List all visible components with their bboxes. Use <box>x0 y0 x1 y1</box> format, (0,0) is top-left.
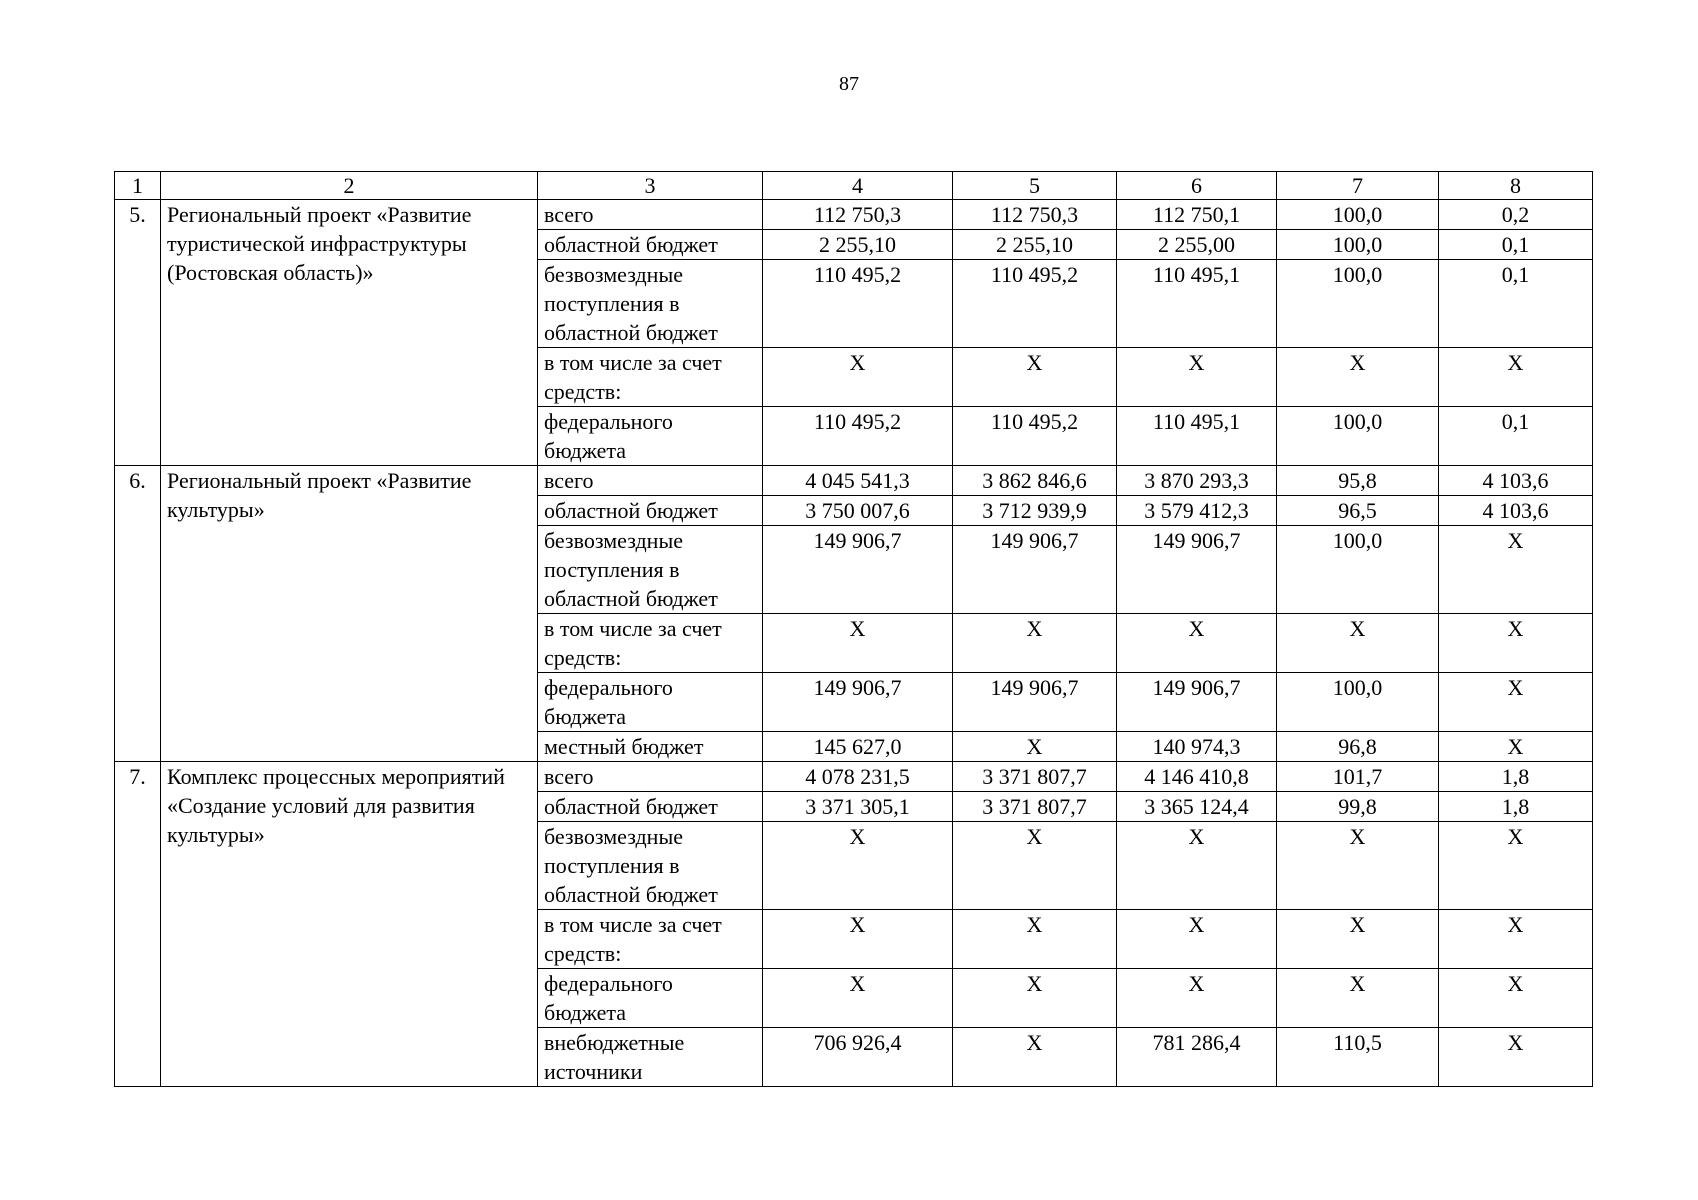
value-cell: 99,8 <box>1277 792 1439 822</box>
value-cell: 110 495,2 <box>953 407 1117 466</box>
funding-source: всего <box>538 200 763 230</box>
value-cell: 100,0 <box>1277 200 1439 230</box>
column-number: 5 <box>953 172 1117 200</box>
value-cell: Х <box>1439 910 1593 969</box>
value-cell: 112 750,1 <box>1117 200 1277 230</box>
value-cell: 149 906,7 <box>763 673 953 732</box>
value-cell: 4 103,6 <box>1439 466 1593 496</box>
value-cell: 145 627,0 <box>763 732 953 762</box>
value-cell: Х <box>763 348 953 407</box>
report-table <box>114 171 1593 1087</box>
value-cell: 112 750,3 <box>953 200 1117 230</box>
column-number: 3 <box>538 172 763 200</box>
table-row <box>115 466 1593 496</box>
value-cell: Х <box>1277 969 1439 1028</box>
value-cell: 3 870 293,3 <box>1117 466 1277 496</box>
value-cell: 110 495,2 <box>763 260 953 348</box>
value-cell: Х <box>1117 910 1277 969</box>
value-cell: 110 495,2 <box>953 260 1117 348</box>
funding-source: областной бюджет <box>538 496 763 526</box>
value-cell: 3 862 846,6 <box>953 466 1117 496</box>
value-cell: 1,8 <box>1439 762 1593 792</box>
funding-source: безвозмездные поступления в областной бюджет <box>538 260 763 348</box>
funding-source: в том числе за счет средств: <box>538 348 763 407</box>
funding-source: областной бюджет <box>538 230 763 260</box>
value-cell: 1,8 <box>1439 792 1593 822</box>
project-name: Региональный проект «Развитие культуры» <box>161 466 538 762</box>
funding-source: всего <box>538 762 763 792</box>
value-cell: Х <box>1439 348 1593 407</box>
value-cell: Х <box>1277 348 1439 407</box>
value-cell: Х <box>1117 822 1277 910</box>
funding-source: федерального бюджета <box>538 673 763 732</box>
value-cell: 3 371 807,7 <box>953 762 1117 792</box>
value-cell: 3 371 305,1 <box>763 792 953 822</box>
value-cell: 149 906,7 <box>1117 526 1277 614</box>
value-cell: 706 926,4 <box>763 1028 953 1087</box>
value-cell: 140 974,3 <box>1117 732 1277 762</box>
page-number: 87 <box>839 73 859 95</box>
value-cell: 3 579 412,3 <box>1117 496 1277 526</box>
value-cell: Х <box>1439 1028 1593 1087</box>
value-cell: 0,1 <box>1439 407 1593 466</box>
value-cell: 2 255,10 <box>953 230 1117 260</box>
funding-source: областной бюджет <box>538 792 763 822</box>
column-number: 4 <box>763 172 953 200</box>
value-cell: Х <box>953 614 1117 673</box>
value-cell: 95,8 <box>1277 466 1439 496</box>
value-cell: 3 365 124,4 <box>1117 792 1277 822</box>
value-cell: 112 750,3 <box>763 200 953 230</box>
funding-source: федерального бюджета <box>538 407 763 466</box>
value-cell: Х <box>1277 614 1439 673</box>
table-row <box>115 762 1593 792</box>
funding-source: внебюджетные источники <box>538 1028 763 1087</box>
value-cell: Х <box>763 969 953 1028</box>
funding-source: федерального бюджета <box>538 969 763 1028</box>
value-cell: 4 078 231,5 <box>763 762 953 792</box>
value-cell: Х <box>953 732 1117 762</box>
value-cell: 101,7 <box>1277 762 1439 792</box>
project-number: 6. <box>115 466 161 762</box>
value-cell: 2 255,10 <box>763 230 953 260</box>
value-cell: 0,1 <box>1439 230 1593 260</box>
value-cell: Х <box>763 614 953 673</box>
value-cell: 0,2 <box>1439 200 1593 230</box>
funding-source: местный бюджет <box>538 732 763 762</box>
value-cell: Х <box>1117 969 1277 1028</box>
value-cell: 0,1 <box>1439 260 1593 348</box>
project-number: 5. <box>115 200 161 466</box>
value-cell: Х <box>953 910 1117 969</box>
value-cell: Х <box>763 822 953 910</box>
value-cell: Х <box>1277 910 1439 969</box>
value-cell: 100,0 <box>1277 407 1439 466</box>
value-cell: Х <box>1439 822 1593 910</box>
value-cell: 4 146 410,8 <box>1117 762 1277 792</box>
column-number: 8 <box>1439 172 1593 200</box>
value-cell: Х <box>1439 673 1593 732</box>
value-cell: Х <box>763 910 953 969</box>
value-cell: 781 286,4 <box>1117 1028 1277 1087</box>
value-cell: 110 495,2 <box>763 407 953 466</box>
value-cell: 3 371 807,7 <box>953 792 1117 822</box>
value-cell: 149 906,7 <box>953 526 1117 614</box>
value-cell: Х <box>1439 969 1593 1028</box>
value-cell: Х <box>1117 614 1277 673</box>
value-cell: Х <box>953 1028 1117 1087</box>
table-row <box>115 200 1593 230</box>
value-cell: 100,0 <box>1277 673 1439 732</box>
value-cell: 4 045 541,3 <box>763 466 953 496</box>
value-cell: Х <box>1117 348 1277 407</box>
value-cell: Х <box>953 969 1117 1028</box>
funding-source: безвозмездные поступления в областной бюджет <box>538 526 763 614</box>
value-cell: 96,8 <box>1277 732 1439 762</box>
funding-source: в том числе за счет средств: <box>538 614 763 673</box>
column-number: 7 <box>1277 172 1439 200</box>
column-number-row <box>115 172 1593 200</box>
value-cell: Х <box>953 822 1117 910</box>
value-cell: 100,0 <box>1277 526 1439 614</box>
value-cell: 3 712 939,9 <box>953 496 1117 526</box>
column-number: 6 <box>1117 172 1277 200</box>
project-number: 7. <box>115 762 161 1087</box>
value-cell: 110 495,1 <box>1117 260 1277 348</box>
value-cell: 149 906,7 <box>1117 673 1277 732</box>
column-number: 1 <box>115 172 161 200</box>
value-cell: 96,5 <box>1277 496 1439 526</box>
value-cell: 2 255,00 <box>1117 230 1277 260</box>
value-cell: 100,0 <box>1277 230 1439 260</box>
funding-source: в том числе за счет средств: <box>538 910 763 969</box>
funding-source: безвозмездные поступления в областной бюджет <box>538 822 763 910</box>
value-cell: 110,5 <box>1277 1028 1439 1087</box>
value-cell: Х <box>1439 614 1593 673</box>
value-cell: 149 906,7 <box>763 526 953 614</box>
funding-source: всего <box>538 466 763 496</box>
value-cell: Х <box>1439 732 1593 762</box>
column-number: 2 <box>161 172 538 200</box>
value-cell: Х <box>1277 822 1439 910</box>
project-name: Комплекс процессных мероприятий «Создание условий для развития культуры» <box>161 762 538 1087</box>
value-cell: 3 750 007,6 <box>763 496 953 526</box>
value-cell: 110 495,1 <box>1117 407 1277 466</box>
value-cell: Х <box>953 348 1117 407</box>
value-cell: Х <box>1439 526 1593 614</box>
value-cell: 149 906,7 <box>953 673 1117 732</box>
project-name: Региональный проект «Развитие туристической инфраструктуры (Ростовская область)» <box>161 200 538 466</box>
value-cell: 4 103,6 <box>1439 496 1593 526</box>
value-cell: 100,0 <box>1277 260 1439 348</box>
